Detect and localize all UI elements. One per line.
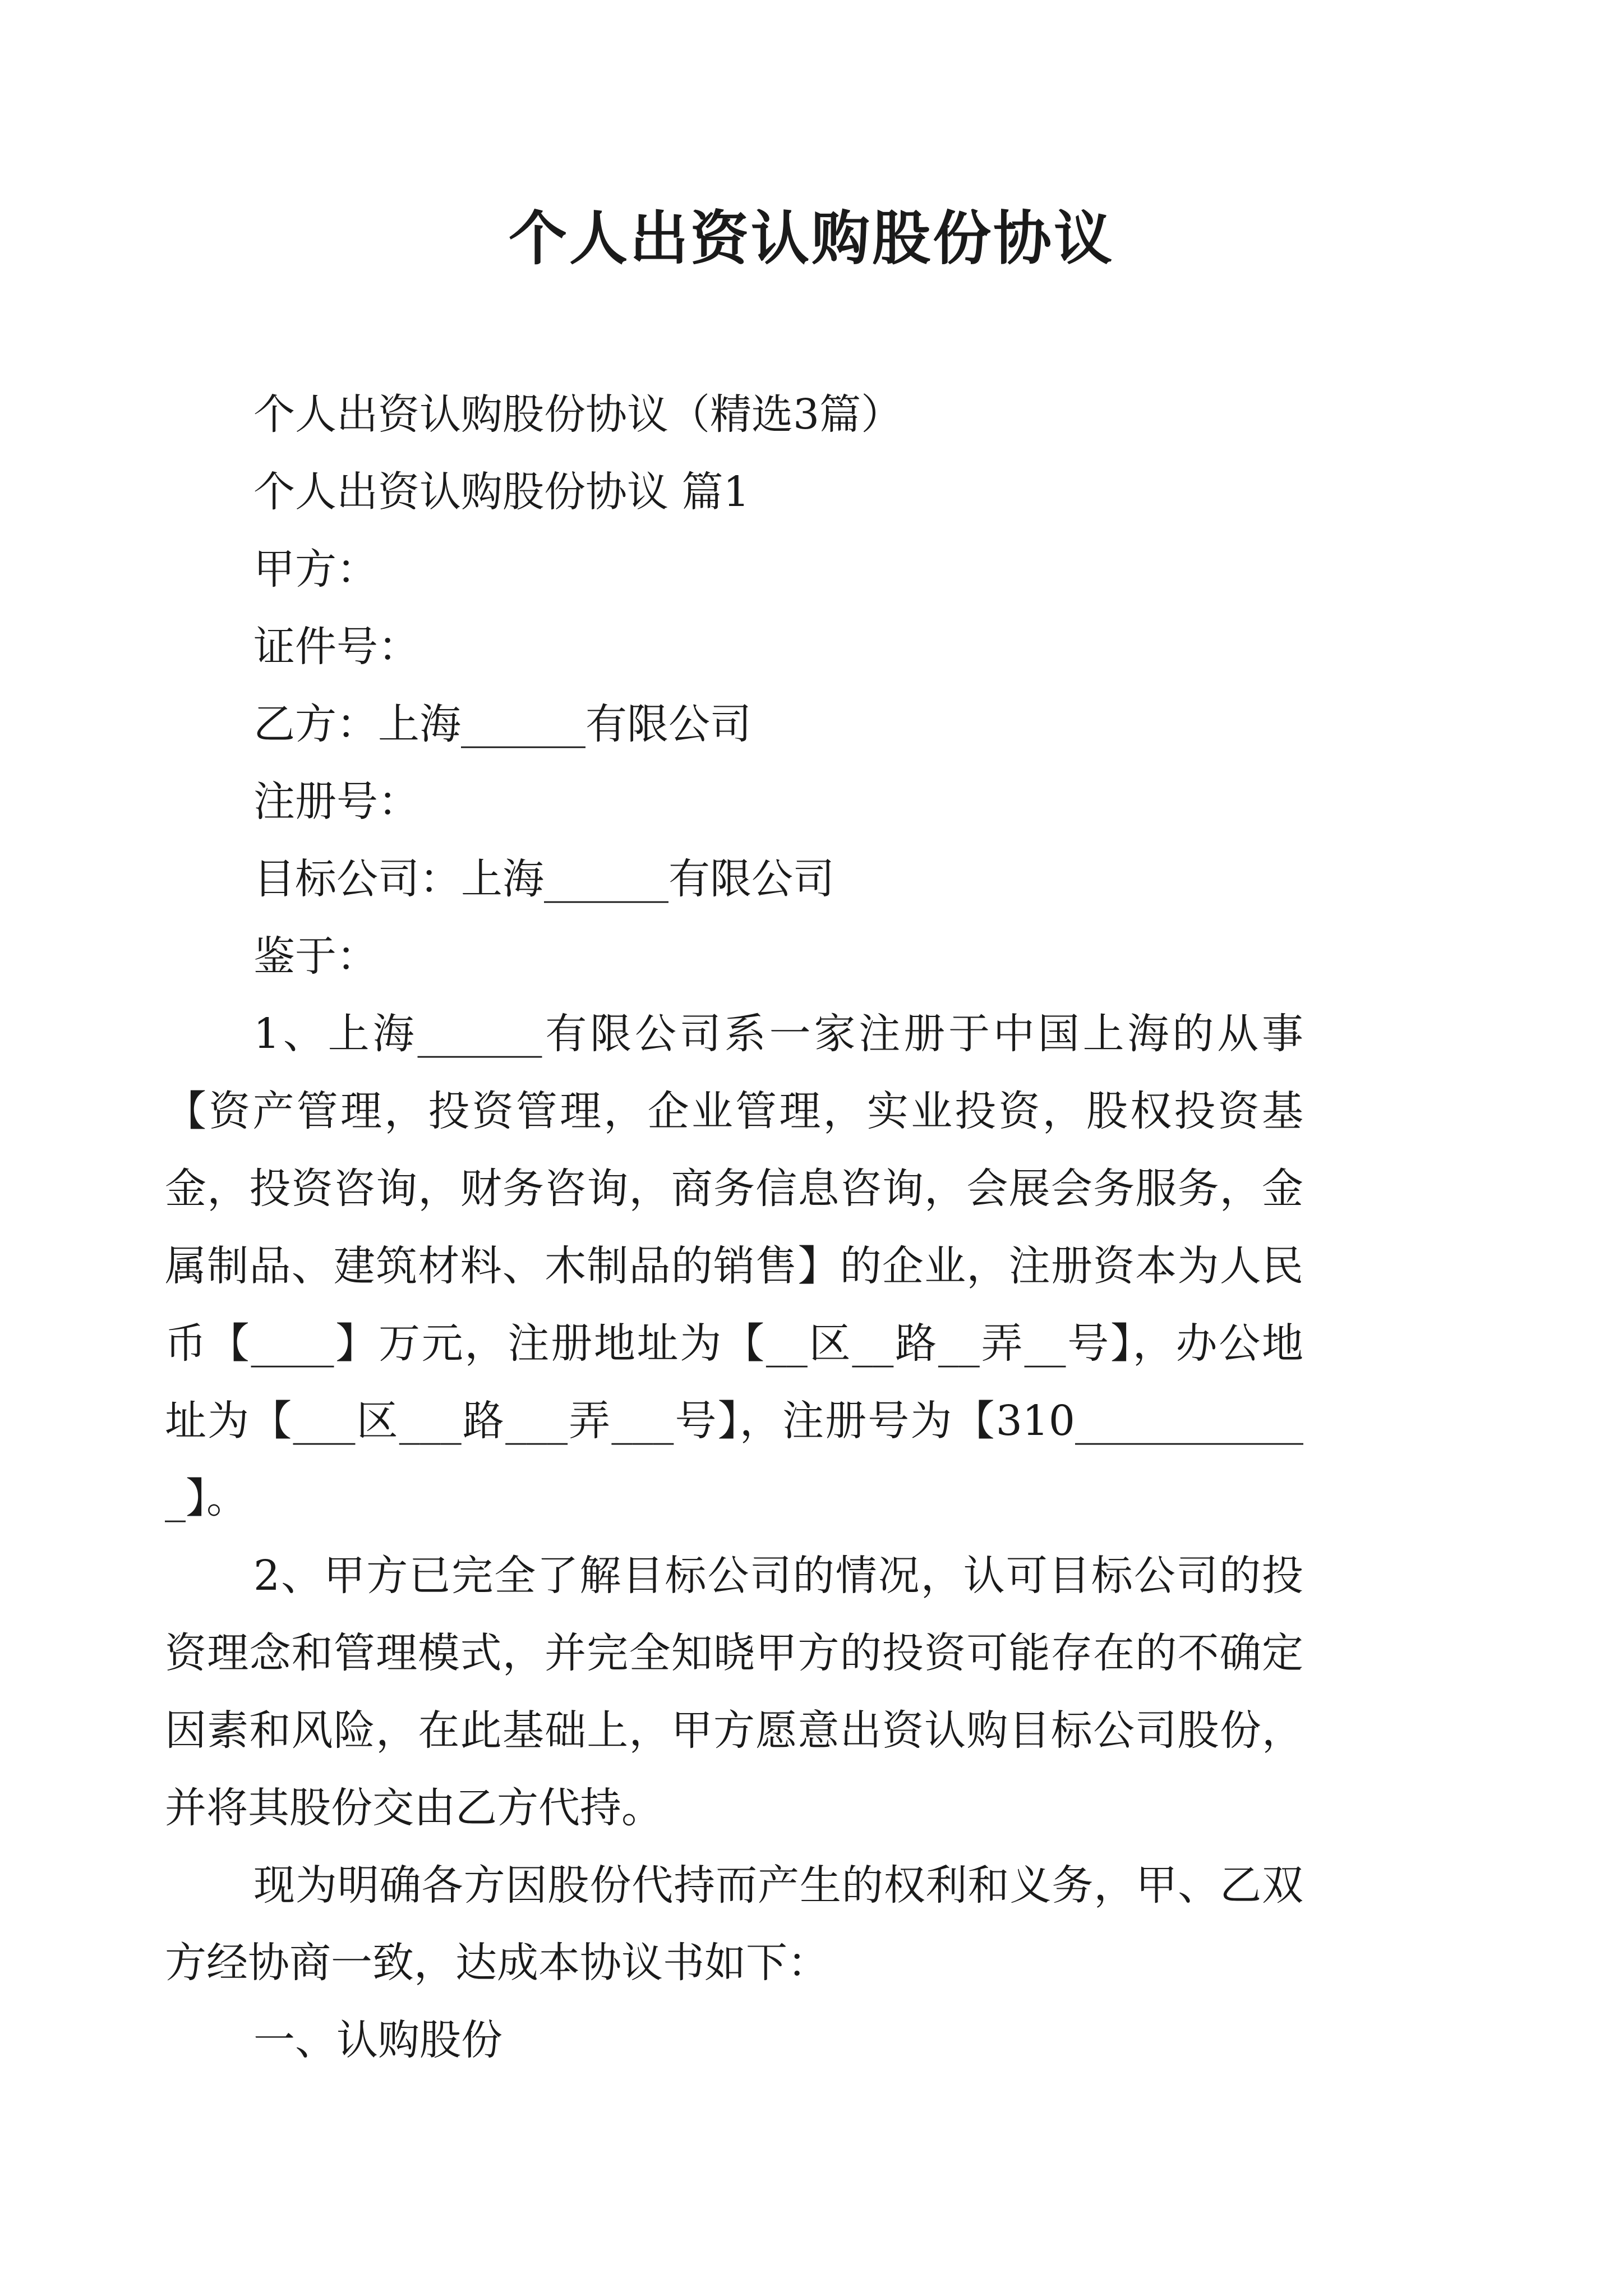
registration-number-line: 注册号：	[253, 777, 419, 826]
party-a-line: 甲方：	[253, 545, 378, 593]
paragraph-2: 2、甲方已完全了解目标公司的情况，认可目标公司的投资理念和管理模式，并完全知晓甲方的投资可能存在的不确定因素和风险，在此基础上，甲方愿意出资认购目标公司股份，并将其股份交由乙方代持。	[165, 1552, 1303, 1832]
whereas-line: 鉴于：	[253, 932, 378, 981]
document-paragraphs	[165, 995, 1303, 2079]
subtitle-line: 个人出资认购股份协议（精选3篇）	[253, 390, 903, 439]
document-title: 个人出资认购股份协议	[508, 204, 1114, 273]
document-body	[253, 376, 1403, 995]
paragraph-1: 1、上海______有限公司系一家注册于中国上海的从事【资产管理，投资管理，企业管理，实业投资，股权投资基金，投资咨询，财务咨询，商务信息咨询，会展会务服务，金属制品、建筑材料、木制品的销售】的企业，注册资本为人民币【____】万元，注册地址为【__区__路__弄__号】，办公地址为【___区___路___弄___号】，注册号为【310____________】。	[165, 1010, 1303, 1522]
target-company-line: 目标公司：上海______有限公司	[253, 855, 834, 903]
paragraph-3: 现为明确各方因股份代持而产生的权利和义务，甲、乙双方经协商一致，达成本协议书如下：	[165, 1861, 1303, 1987]
chapter-heading: 个人出资认购股份协议 篇1	[253, 468, 750, 516]
id-number-line: 证件号：	[253, 623, 419, 671]
party-b-line: 乙方：上海______有限公司	[253, 700, 751, 748]
section-heading: 一、认购股份	[253, 2016, 502, 2064]
